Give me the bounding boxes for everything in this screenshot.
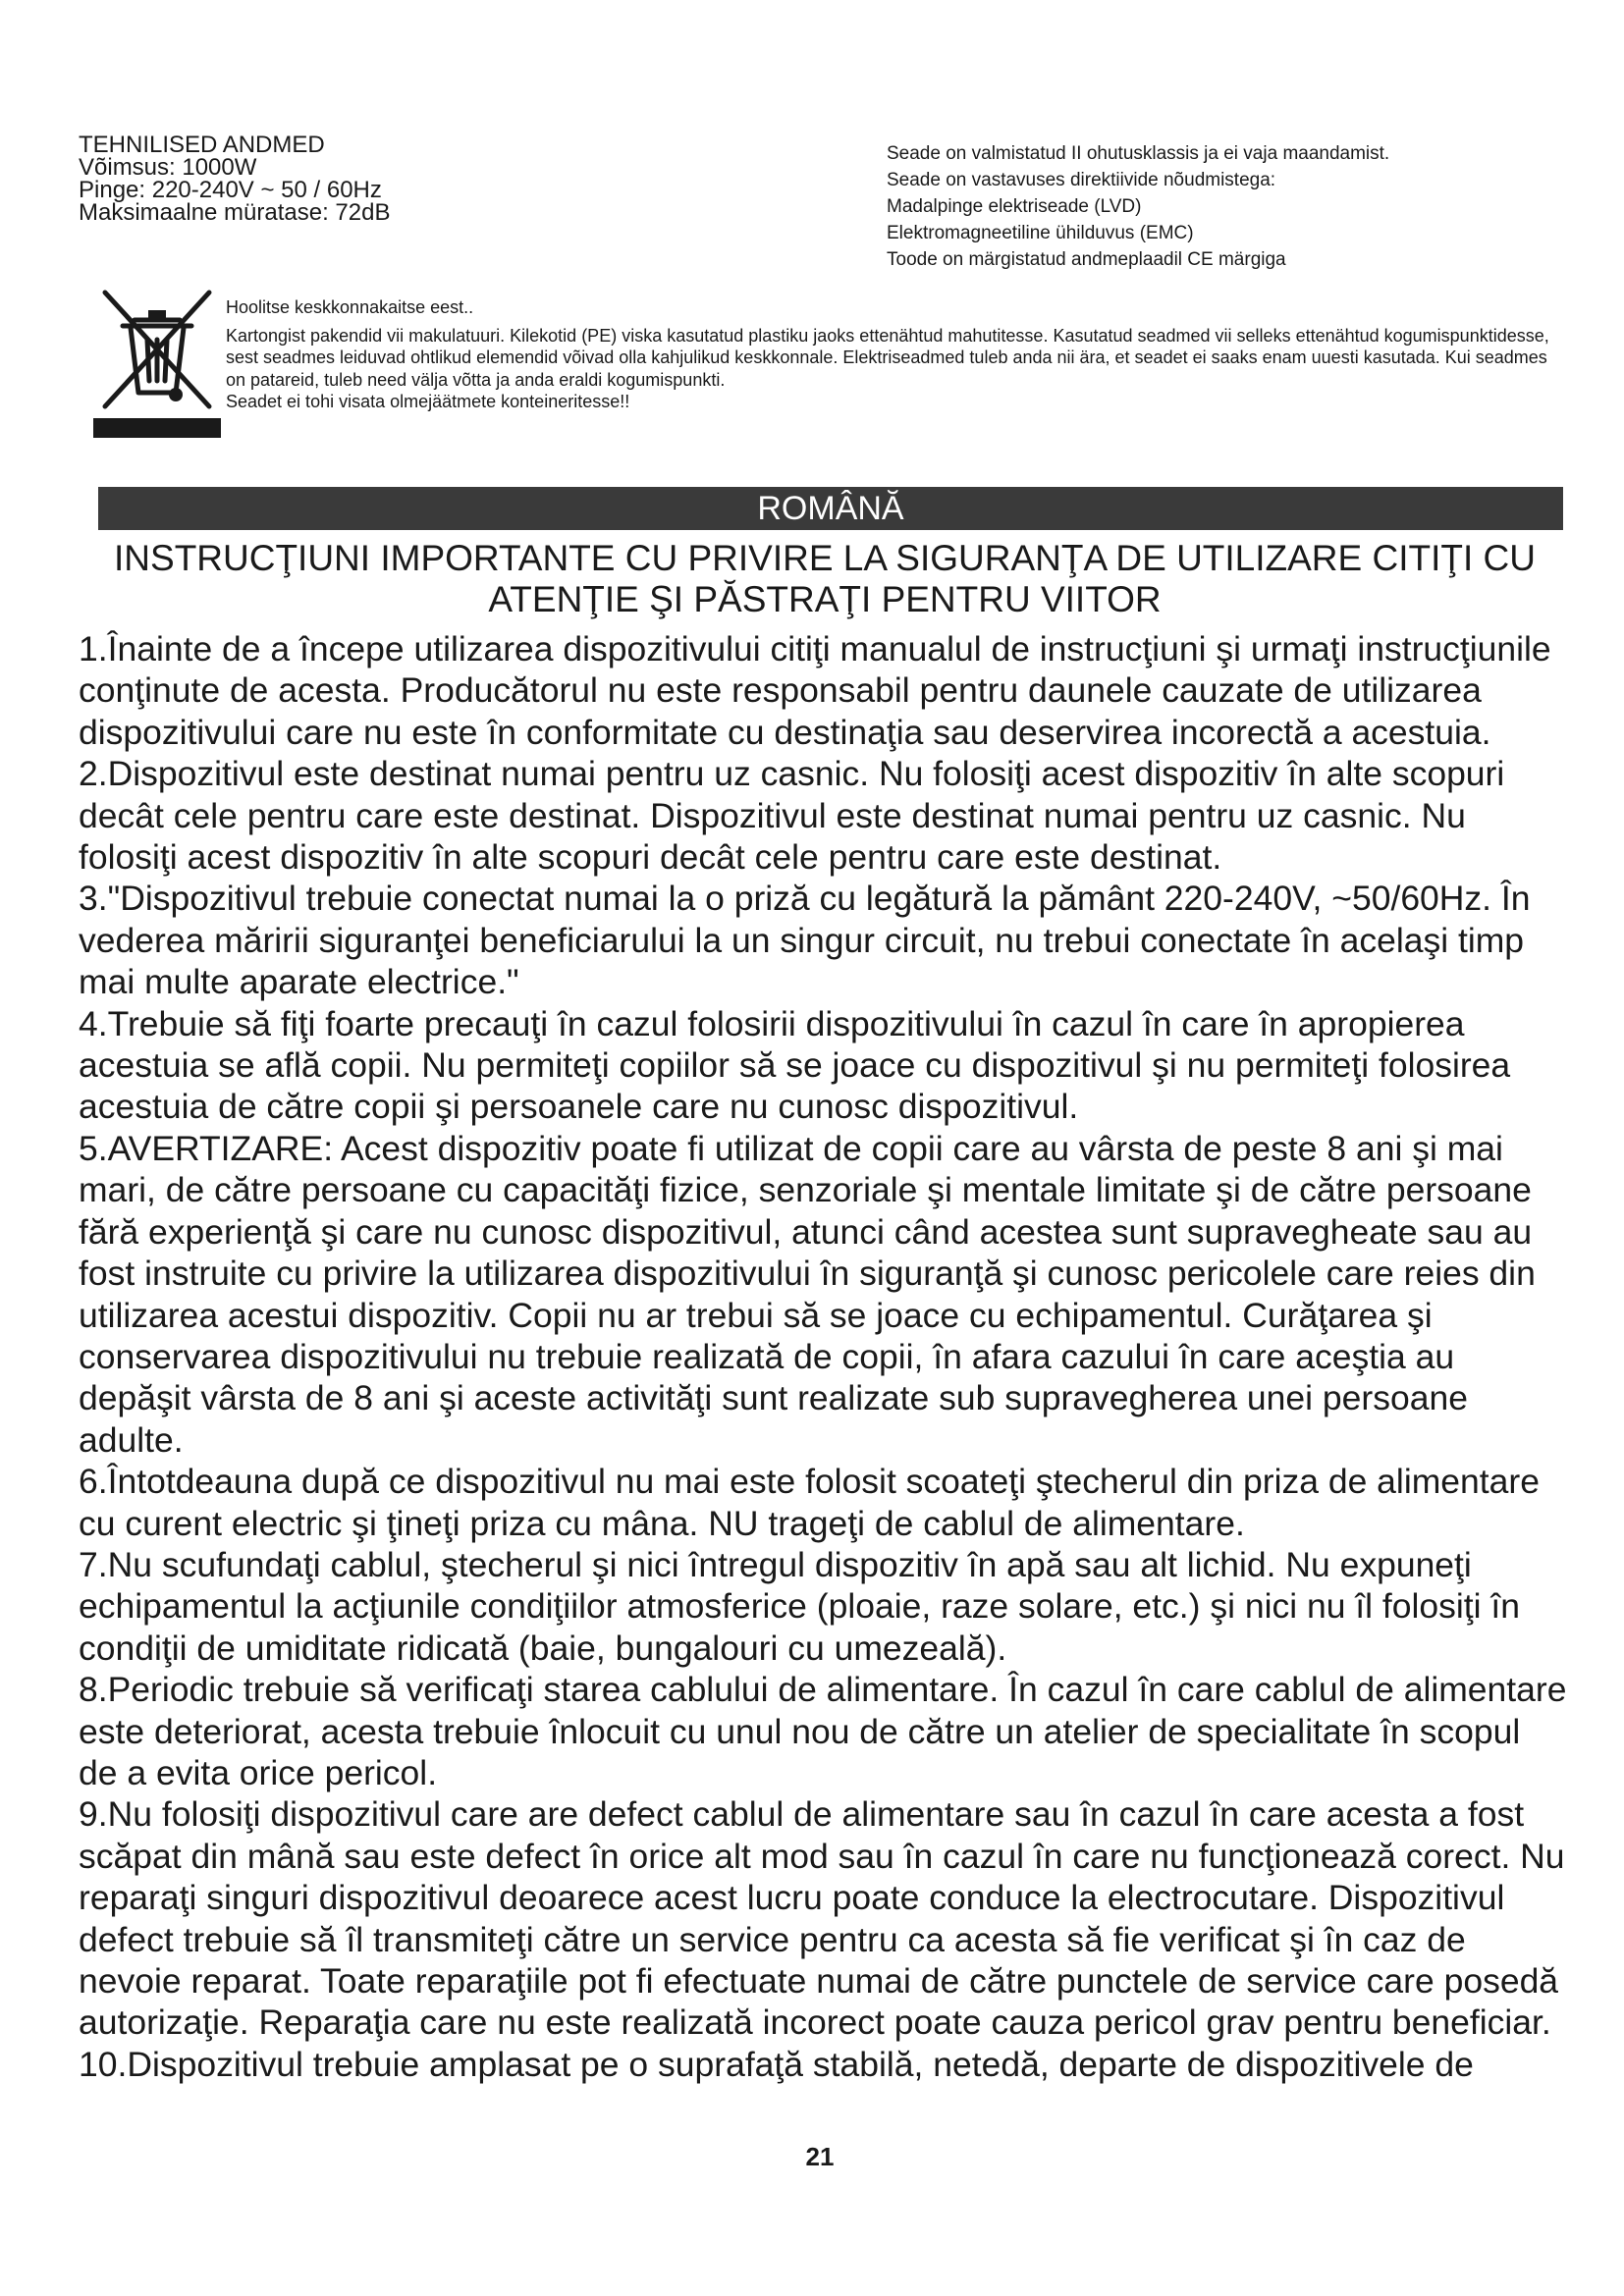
instruction-item: 10.Dispozitivul trebuie amplasat pe o suprafaţă stabilă, netedă, departe de dispozitivele de (79, 2044, 1474, 2084)
compliance-line: Madalpinge elektriseade (LVD) (887, 196, 1142, 217)
crossed-out-wheelie-bin-icon (93, 283, 221, 440)
instructions-list (79, 628, 1567, 2248)
instruction-item: 8.Periodic trebuie să verificaţi starea cablului de alimentare. În cazul în care cablul de alimentare este deteriorat, acesta trebuie înlocuit cu unul nou de către un atelier de specialitate în scopul de a evita orice pericol. (79, 1670, 1567, 1792)
disposal-text: Kartongist pakendid vii makulatuuri. Kilekotid (PE) viska kasutatud plastiku jaoks ettenähtud mahutitesse. Kasutatud seadmed vii selleks ettenähtud kogumispunktidesse, sest seadmes leiduvad ohtlikud elemendid võivad olla kahjulikud keskkonnale. Elektriseadmed tuleb anda nii ära, et seadet ei saaks enam uuesti kasutada. Kui seadmes on patareid, tuleb need välja võtta ja anda eraldi kogumispunkti. (226, 325, 1549, 390)
spec-power: Võimsus: 1000W (79, 154, 257, 181)
instruction-item: 5.AVERTIZARE: Acest dispozitiv poate fi utilizat de copii care au vârsta de peste 8 ani şi mai mari, de către persoane cu capacităţi fizice, senzoriale şi mentale limitate şi de către persoane fără experienţă şi care nu cunosc dispozitivul, atunci când acestea sunt supravegheate sau au fost instruite cu privire la utilizarea dispozitivului în siguranţă şi cunosc pericolele care reies din utilizarea acestui dispozitiv. Copii nu ar trebui să se joace cu echipamentul. Curăţarea şi conservarea dispozitivului nu trebuie realizată de copii, în afara cazului în care aceştia au depăşit vârsta de 8 ani şi aceste activităţi sunt realizate sub supravegherea unei persoane adulte. (79, 1128, 1536, 1460)
disposal-notice (226, 296, 1561, 413)
instruction-item: 2.Dispozitivul este destinat numai pentru uz casnic. Nu folosiţi acest dispozitiv în alte scopuri decât cele pentru care este destinat. Dispozitivul este destinat numai pentru uz casnic. Nu folosiţi acest dispozitiv în alte scopuri decât cele pentru care este destinat. (79, 754, 1505, 878)
safety-title: INSTRUCŢIUNI IMPORTANTE CU PRIVIRE LA SIGURANŢA DE UTILIZARE CITIŢI CU ATENŢIE ŞI PĂSTRAŢI PENTRU VIITOR (114, 538, 1536, 619)
specs-heading: TEHNILISED ANDMED (79, 132, 325, 158)
spec-noise: Maksimaalne müratase: 72dB (79, 199, 391, 226)
disposal-heading: Hoolitse keskkonnakaitse eest.. (226, 297, 474, 317)
instruction-item: 9.Nu folosiţi dispozitivul care are defect cablul de alimentare sau în cazul în care acesta a fost scăpat din mână sau este defect în orice alt mod sau în cazul în care nu funcţionează corect. Nu reparaţi singuri dispozitivul deoarece acest lucru poate conduce la electrocutare. Dispozitivul defect trebuie să îl transmiteţi către un service pentru ca acesta să fie verificat şi în caz de nevoie reparat. Toate reparaţiile pot fi efectuate numai de către punctele de service care posedă autorizaţie. Reparaţia care nu este realizată incorect poate cauza pericol grav pentru beneficiar. (79, 1794, 1565, 2043)
spec-voltage: Pinge: 220-240V ~ 50 / 60Hz (79, 177, 382, 203)
technical-specs (79, 133, 390, 224)
instruction-item: 1.Înainte de a începe utilizarea dispozitivului citiţi manualul de instrucţiuni şi urmaţi instrucţiunile conţinute de acesta. Producătorul nu este responsabil pentru daunele cauzate de utilizarea dispozitivului care nu este în conformitate cu destinaţia sau deservirea incorectă a acestuia. (79, 629, 1551, 752)
disposal-footer: Seadet ei tohi visata olmejäätmete konteineritesse!! (226, 392, 630, 411)
compliance-line: Seade on valmistatud II ohutusklassis ja ei vaja maandamist. (887, 143, 1390, 164)
instruction-item: 3."Dispozitivul trebuie conectat numai la o priză cu legătură la pământ 220-240V, ~50/60Hz. În vederea măririi siguranţei beneficiarului la un singur circuit, nu trebui conectate în acelaşi timp mai multe aparate electrice." (79, 879, 1531, 1002)
page-number: 21 (805, 2142, 835, 2171)
compliance-line: Toode on märgistatud andmeplaadil CE märgiga (887, 249, 1286, 270)
compliance-line: Elektromagneetiline ühilduvus (EMC) (887, 223, 1194, 243)
compliance-line: Seade on vastavuses direktiivide nõudmistega: (887, 170, 1276, 190)
instruction-item: 7.Nu scufundaţi cablul, ştecherul şi nici întregul dispozitiv în apă sau alt lichid. Nu expuneţi echipamentul la acţiunile condiţiilor atmosferice (ploaie, raze solare, etc.) şi nici nu îl folosiţi în condiţii de umiditate ridicată (baie, bungalouri cu umezeală). (79, 1544, 1521, 1668)
compliance-statement (887, 140, 1389, 273)
language-section-bar: ROMÂNĂ (98, 487, 1563, 530)
instruction-item: 6.Întotdeauna după ce dispozitivul nu mai este folosit scoateţi ştecherul din priza de alimentare cu curent electric şi ţineţi priza cu mâna. NU trageţi de cablul de alimentare. (79, 1462, 1540, 1543)
instruction-item: 4.Trebuie să fiţi foarte precauţi în cazul folosirii dispozitivului în cazul în care în apropierea acestuia se află copii. Nu permiteţi copiilor să se joace cu dispozitivul şi nu permiteţi folosirea acestuia de către copii şi persoanele care nu cunosc dispozitivul. (79, 1003, 1511, 1127)
